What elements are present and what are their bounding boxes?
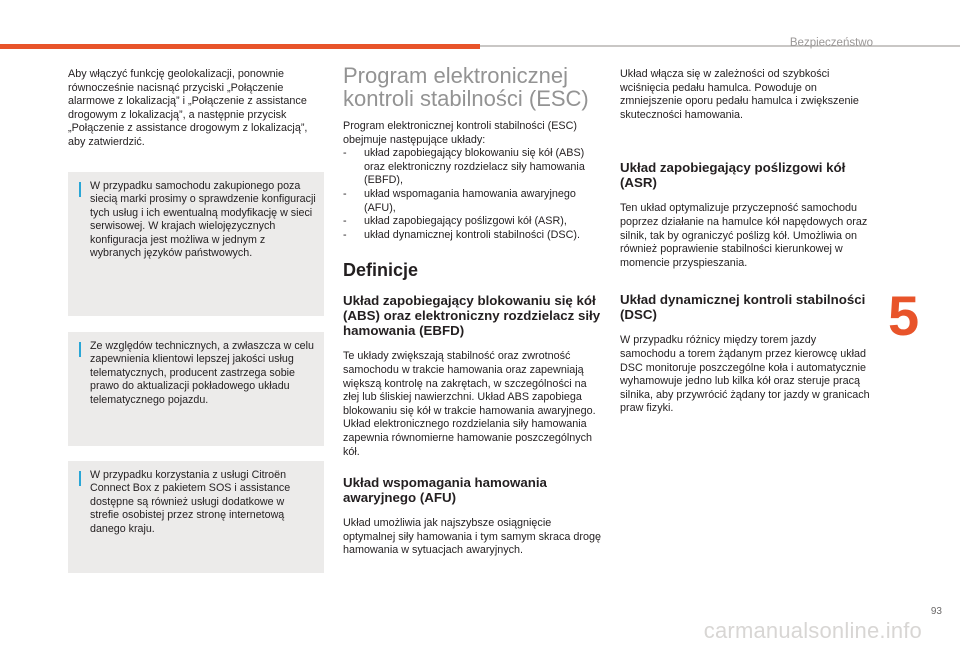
- afu-heading: Układ wspomagania hamowania awaryjnego (AFU): [343, 475, 547, 506]
- notice-text: W przypadku korzystania z usługi Citroën Connect Box z pakietem SOS i assistance dostępne są również usługi dodatkowe w strefie osobistej przez stronę internetową danego kraju.: [90, 469, 291, 535]
- header-rule: [480, 45, 960, 47]
- esc-intro: Program elektronicznej kontroli stabilności (ESC) obejmuje następujące układy:: [343, 120, 578, 146]
- watermark-logo: carmanualsonline.info: [703, 618, 922, 643]
- dsc-heading: Układ dynamicznej kontroli stabilności (DSC): [620, 292, 866, 323]
- asr-heading: Układ zapobiegający poślizgowi kół (ASR): [620, 160, 846, 191]
- notice-box-connect-box: [68, 461, 324, 573]
- middle-column: [343, 64, 605, 558]
- notice-accent-bar: [79, 342, 81, 357]
- list-item: - układ zapobiegający blokowaniu się kół (ABS) oraz elektroniczny rozdzielacz siły hamowania (EBFD),: [343, 147, 605, 188]
- esc-title: Program elektronicznej kontroli stabilności (ESC): [343, 63, 589, 111]
- notice-text: W przypadku samochodu zakupionego poza siecią marki prosimy o sprawdzenie konfiguracji tych usług i ich ewentualną modyfikację w sieci serwisowej. W krajach wielojęzycznych konfiguracja jest możliwa w jednym z wybranych języków państwowych.: [90, 180, 316, 260]
- notice-box-network: [68, 172, 324, 316]
- afu-text: Układ umożliwia jak najszybsze osiągnięcie optymalnej siły hamowania i tym samym skraca drogę hamowania w sytuacjach awaryjnych.: [343, 517, 602, 557]
- right-column: [620, 68, 872, 416]
- list-item: - układ dynamicznej kontroli stabilności (DSC).: [343, 229, 605, 243]
- abs-heading: Układ zapobiegający blokowaniu się kół (ABS) oraz elektroniczny rozdzielacz siły hamowania (EBFD): [343, 293, 601, 339]
- notice-accent-bar: [79, 471, 81, 486]
- notice-accent-bar: [79, 182, 81, 197]
- geolocation-paragraph: Aby włączyć funkcję geolokalizacji, ponownie równocześnie nacisnąć przyciski „Połączenie alarmowe z lokalizacją” i „Połączenie z assistance drogowym z lokalizacją”, a następnie przycisk „Połączenie z assistance drogowym z lokalizacją”, aby zatwierdzić.: [68, 68, 308, 148]
- list-item: - układ zapobiegający poślizgowi kół (ASR),: [343, 215, 605, 229]
- dsc-text: W przypadku różnicy między torem jazdy samochodu a torem żądanym przez kierowcę układ DSC monitoruje poszczególne koła i automatycznie wyhamowuje jedno lub kilka kół oraz steruje pracą silnika, aby przywrócić żądany tor jazdy w granicach praw fizyki.: [620, 334, 870, 415]
- asr-text: Ten układ optymalizuje przyczepność samochodu poprzez działanie na hamulce kół napędowych oraz silnik, tak by ograniczyć poślizg kół. Umożliwia on również poprawienie stabilności kierunkowej w momencie przyspieszania.: [620, 202, 868, 269]
- notice-box-telematics: [68, 332, 324, 446]
- section-title: Bezpieczeństwo: [789, 37, 873, 49]
- chapter-number: 5: [888, 284, 920, 347]
- left-column: [68, 68, 324, 150]
- notice-text: Ze względów technicznych, a zwłaszcza w celu zapewnienia klientowi lepszej jakości usług telematycznych, producent zastrzega sobie prawo do aktualizacji pokładowego układu telematycznego pojazdu.: [90, 340, 314, 406]
- page-number: 93: [930, 606, 942, 617]
- esc-system-list: [343, 147, 605, 242]
- definitions-heading: Definicje: [343, 260, 419, 281]
- afu-continued-text: Układ włącza się w zależności od szybkości wciśnięcia pedału hamulca. Powoduje on zmniejszenie oporu pedału hamulca i zwiększenie skuteczności hamowania.: [620, 68, 859, 121]
- abs-text: Te układy zwiększają stabilność oraz zwrotność samochodu w trakcie hamowania oraz zapewniają większą kontrolę na zakrętach, w szczególności na złej lub śliskiej nawierzchni. Układ ABS zapobiega blokowaniu się kół w trakcie hamowania awaryjnego. Układ elektronicznego rozdzielania siły hamowania zapewnia równomierne hamowanie poszczególnych kół.: [343, 350, 596, 458]
- header-accent-bar: [0, 44, 480, 49]
- list-item: - układ wspomagania hamowania awaryjnego (AFU),: [343, 188, 605, 215]
